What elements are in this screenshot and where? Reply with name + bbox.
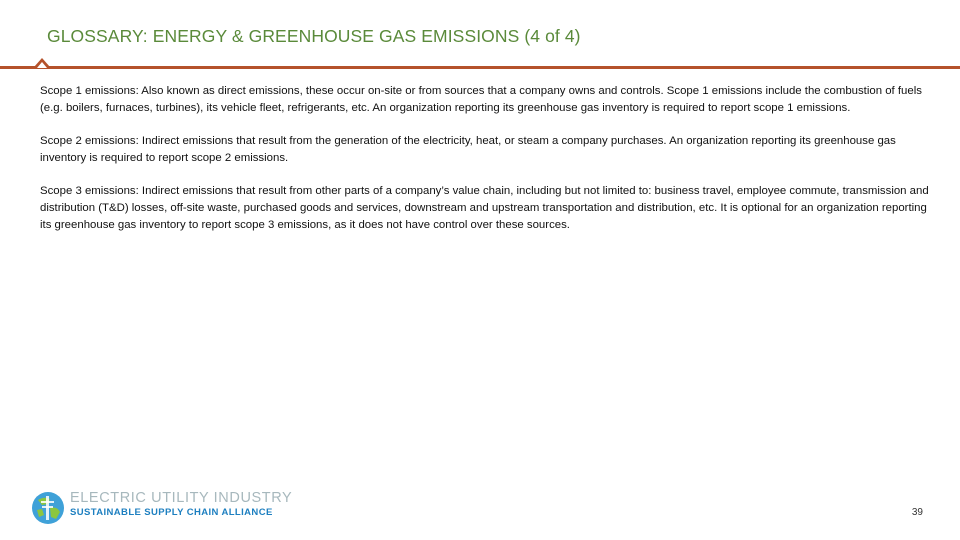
divider-notch-inner — [37, 62, 47, 68]
title-divider — [0, 66, 960, 69]
glossary-body — [40, 83, 930, 250]
glossary-entry-scope-2: Scope 2 emissions: Indirect emissions that result from the generation of the electricity, heat, or steam a company purchases. An organization reporting its greenhouse gas inventory is required to report scope 2 emissions. — [40, 135, 896, 164]
glossary-entry-scope-1: Scope 1 emissions: Also known as direct emissions, these occur on-site or from sources that a company owns and controls. Scope 1 emissions include the combustion of fuels (e.g. boilers, furnaces, turbines), its vehicle fleet, refrigerants, etc. An organization reporting its greenhouse gas inventory is required to report scope 1 emissions. — [40, 85, 922, 114]
page-number: 39 — [911, 507, 923, 518]
glossary-entry-scope-3: Scope 3 emissions: Indirect emissions that result from other parts of a company’s value chain, including but not limited to: business travel, employee commute, transmission and distribution (T&D) losses, off-site waste, purchased goods and services, downstream and upstream transportation and distribution, etc. It is optional for an organization reporting its greenhouse gas inventory to report scope 3 emissions, as it does not have control over these sources. — [40, 185, 929, 231]
euissca-logo — [30, 488, 293, 528]
slide-title: GLOSSARY: ENERGY & GREENHOUSE GAS EMISSIONS (4 of 4) — [47, 26, 581, 46]
globe-icon — [30, 490, 66, 526]
logo-line-2: SUSTAINABLE SUPPLY CHAIN ALLIANCE — [70, 507, 273, 518]
logo-line-1: ELECTRIC UTILITY INDUSTRY — [70, 490, 293, 506]
